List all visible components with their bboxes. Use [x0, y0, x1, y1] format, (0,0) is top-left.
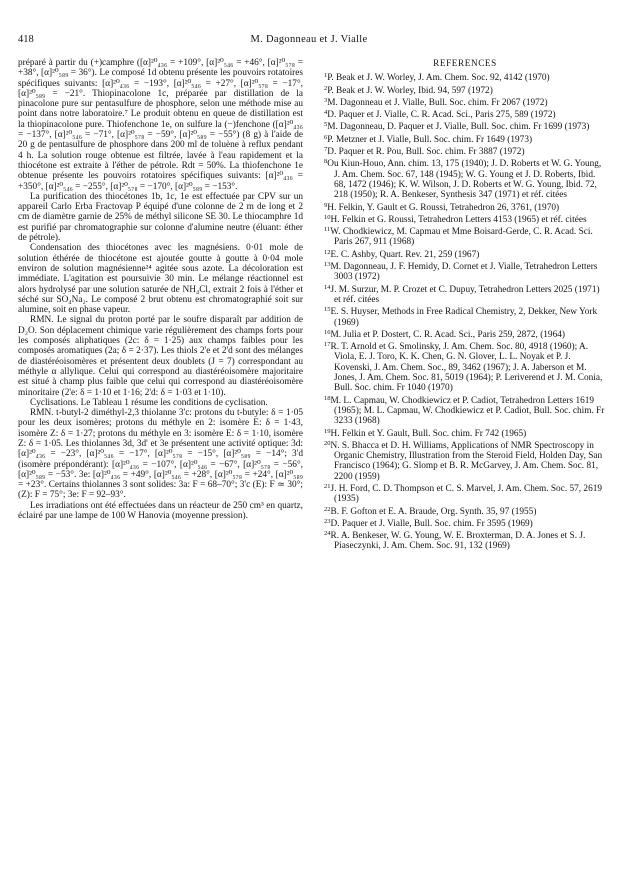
- reference-number: 18: [324, 394, 331, 402]
- reference-number: 17: [324, 341, 331, 349]
- reference-number: 22: [324, 505, 331, 513]
- reference-text: M. Julia et P. Dostert, C. R. Acad. Sci., Paris 259, 2872, (1964): [330, 329, 565, 340]
- experimental-paragraph-5: Cyclisations. Le Tableau 1 résume les conditions de cyclisation.: [30, 397, 268, 408]
- experimental-paragraph-4: RMN. Le signal du proton porté par le soufre disparaît par addition de D₂O. Son déplacement chimique varie régulièrement des champs forts pour les composés aliphatiques (2c: δ = 1·25) aux champs faibles pour les composés aromatiques (2a; δ = 2·37). Les thiols 2'e et 2'd sont des mélanges de diastéréoisomères et présentent deux doublets (J = 7) correspondant au méthyle α allylique. Celui qui correspond au diastéréoisomère majoritaire est situé à champ plus faible que celui qui correspond au diastéréoisomère minoritaire (2'e: δ = 1·10 et 1·16; 2'd: δ = 1·03 et 1·10).: [18, 315, 303, 398]
- reference-text: H. Felkin et G. Roussi, Tetrahedron Letters 4153 (1965) et réf. citées: [330, 214, 587, 225]
- reference-text: J. M. Surzur, M. P. Crozet et C. Dupuy, Tetrahedron Letters 2025 (1971) et réf. citées: [330, 284, 600, 305]
- reference-text: P. Beak et J. W. Worley, Ibid. 94, 597 (1972): [327, 85, 493, 96]
- reference-text: R. T. Arnold et G. Smolinsky, J. Am. Chem. Soc. 80, 4918 (1960); A. Viola, E. J. Toro, K. K. Chen, G. N. Glover, L. L. Noyak et P. J. Kovenski, J. Am. Chem. Soc., 89, 3462 (1967); J. A. Jaberson et M. Jones, J. Am. Chem. Soc. 81, 5019 (1964); P. Leriverend et J. M. Conia, Bull. Soc. chim. Fr 1040 (1970): [330, 342, 603, 394]
- reference-number: 8: [324, 158, 328, 166]
- reference-item: [324, 283, 606, 306]
- reference-item: [324, 439, 606, 482]
- references-column: [324, 58, 606, 552]
- page-number: 418: [18, 34, 34, 45]
- experimental-paragraph-1: préparé à partir du (+)camphre ([α]²⁰₄₃₆ = +109°, [α]²⁰₅₄₆ = +46°, [α]²⁰₅₇₈ = +38°, [α]²⁰₅₈₉ = 36°). Le composé 1d obtenu présente les pouvoirs rotatoires spécifiques suivants: [α]²⁰₄₃₆ = −193°, [α]²⁰₅₄₆ = +27°, [α]²⁰₅₇₈ = −17°, [α]²⁰₅₈₉ = −21°. Thiopinacolone 1c, préparée par distillation de la pinacolone pure sur pentasulfure de phosphore, selon une méthode mise au point dans notre laboratoire.⁷ Le produit obtenu en queue de distillation est la thiopinacolone pure. Thiofenchone 1e, on sulfure la (−)fenchone ([α]²⁰₄₃₆ = −137°, [α]²⁰₅₄₆ = −71°, [α]²⁰₅₇₈ = −59°, [α]²⁰₅₈₉ = −55°) (8 g) à l'aide de 20 g de pentasulfure de phosphore dans 200 ml de toluène à reflux pendant 4 h. La solution rouge obtenue est filtrée, lavée à l'eau rapidement et la thiocétone est extraite à l'éther de pétrole. Rdt = 50%. La thiofenchone 1e obtenue présente les pouvoirs rotatoires spécifiques suivants: [α]²⁰₄₃₆ = +350°, [α]²⁰₅₄₆ = −255°, [α]²⁰₅₇₈ = −170°, [α]²⁰₅₈₉ = −153°.: [18, 58, 303, 192]
- reference-number: 23: [324, 517, 331, 525]
- reference-number: 7: [324, 146, 328, 154]
- reference-item: [324, 260, 606, 283]
- reference-number: 9: [324, 201, 328, 209]
- reference-text: J. H. Ford, C. D. Thompson et C. S. Marvel, J. Am. Chem. Soc. 57, 2619 (1935): [330, 483, 603, 505]
- left-column: [18, 58, 303, 521]
- reference-number: 13: [324, 261, 331, 269]
- reference-text: B. F. Gofton et E. A. Braude, Org. Synth. 35, 97 (1955): [330, 506, 537, 517]
- reference-number: 2: [324, 84, 328, 92]
- reference-item: [324, 529, 606, 552]
- reference-text: D. Paquer et J. Vialle, Bull. Soc. chim. Fr 3595 (1969): [330, 518, 533, 529]
- reference-number: 14: [324, 283, 331, 291]
- reference-number: 16: [324, 328, 331, 336]
- reference-text: Ou Kiun-Houo, Ann. chim. 13, 175 (1940); J. D. Roberts et W. G. Young, J. Am. Chem. Soc. 67, 148 (1945); W. G. Young et J. D. Roberts, Ibid. 68, 1472 (1946); K. W. Wilson, J. D. Roberts et W. G. Young, Ibid. 72, 218 (1950); R. A. Benkeser, Synthesis 347 (1971) et réf. citées: [327, 159, 602, 201]
- reference-text: W. Chodkiewicz, M. Capmau et Mme Boisard-Gerde, C. R. Acad. Sci. Paris 267, 911 (1968): [330, 227, 593, 248]
- reference-text: N. S. Bhacca et D. H. Williams, Applications of NMR Spectroscopy in Organic Chemistry, Illustration from the Steroid Field, Holden Day, San Francisco (1964); G. Slomp et B. R. McGarvey, J. Am. Chem. Soc. 81, 2200 (1959): [330, 440, 603, 482]
- reference-text: M. Dagonneau, D. Paquer et J. Vialle, Bull. Soc. chim. Fr 1699 (1973): [327, 122, 590, 133]
- reference-text: D. Paquer et J. Vialle, C. R. Acad. Sci., Paris 275, 589 (1972): [327, 110, 556, 121]
- reference-number: 5: [324, 121, 328, 129]
- reference-item: [324, 133, 606, 145]
- reference-text: P. Beak et J. W. Worley, J. Am. Chem. Soc. 92, 4142 (1970): [327, 73, 550, 84]
- reference-number: 19: [324, 427, 331, 435]
- reference-item: [324, 108, 606, 120]
- reference-number: 11: [324, 226, 331, 234]
- reference-text: E. C. Ashby, Quart. Rev. 21, 259 (1967): [330, 249, 480, 260]
- reference-item: [324, 96, 606, 108]
- reference-item: [324, 328, 606, 340]
- experimental-paragraph-3: Condensation des thiocétones avec les magnésiens. 0·01 mole de solution éthérée de thiocétone est ajoutée goutte à goutte à 0·04 mole environ de solution magnésienne²⁴ agitée sous azote. La décoloration est immédiate. L'agitation est poursuivie 30 min. Le mélange réactionnel est alors hydrolysé par une solution saturée de NH₄Cl, extrait 2 fois à l'éther et séché sur SO₄Na₂. Le composé 2 brut obtenu est chromatographié soit sur alumine, soit en phase vapeur.: [18, 243, 303, 316]
- reference-number: 10: [324, 213, 331, 221]
- reference-number: 24: [324, 530, 331, 538]
- reference-item: [324, 201, 606, 213]
- reference-item: [324, 225, 606, 248]
- reference-text: M. Dagonneau, J. F. Hemidy, D. Cornet et J. Vialle, Tetrahedron Letters 3003 (1972): [330, 262, 598, 283]
- reference-item: [324, 145, 606, 157]
- experimental-paragraph-2: La purification des thiocétones 1b, 1c, 1e est effectuée par CPV sur un appareil Carlo Erba Fractovap P équipé d'une colonne de 2 m de long et 2 cm de diamètre garnie de 25% de méthyl silicone SE 30. Le thiocamphre 1d est purifié par chromatographie sur colonne d'alumine neutre (éluant: éther de pétrole).: [18, 191, 303, 244]
- reference-number: 12: [324, 248, 331, 256]
- reference-item: [324, 427, 606, 439]
- reference-text: E. S. Huyser, Methods in Free Radical Chemistry, 2, Dekker, New York (1969): [330, 307, 598, 328]
- reference-text: M. Dagonneau et J. Vialle, Bull. Soc. chim. Fr 2067 (1972): [327, 97, 548, 108]
- reference-item: [324, 71, 606, 83]
- reference-number: 4: [324, 109, 328, 117]
- reference-item: [324, 248, 606, 260]
- reference-number: 21: [324, 482, 331, 490]
- reference-number: 1: [324, 72, 328, 80]
- reference-item: [324, 213, 606, 225]
- reference-text: H. Felkin, Y. Gault et G. Roussi, Tetrahedron 26, 3761, (1970): [327, 202, 560, 213]
- running-header: [18, 34, 600, 48]
- reference-item: [324, 157, 606, 200]
- reference-item: [324, 305, 606, 328]
- reference-text: M. L. Capmau, W. Chodkiewicz et P. Cadiot, Tetrahedron Letters 1619 (1965); M. L. Capmau, W. Chodkiewicz et P. Cadiot, Bull. Soc. chim. Fr 3233 (1968): [330, 395, 605, 427]
- reference-item: [324, 482, 606, 505]
- reference-text: H. Felkin et Y. Gault, Bull. Soc. chim. Fr 742 (1965): [330, 428, 527, 439]
- reference-number: 15: [324, 306, 331, 314]
- reference-item: [324, 505, 606, 517]
- running-title: M. Dagonneau et J. Vialle: [250, 34, 368, 45]
- reference-item: [324, 394, 606, 427]
- references-heading: REFERENCES: [433, 58, 497, 68]
- reference-item: [324, 517, 606, 529]
- reference-item: [324, 120, 606, 132]
- reference-number: 20: [324, 439, 331, 447]
- reference-text: R. A. Benkeser, W. G. Young, W. E. Broxterman, D. A. Jones et S. J. Piaseczynki, J. Am. Chem. Soc. 91, 132 (1969): [330, 531, 586, 552]
- experimental-paragraph-6: RMN. t-butyl-2 diméthyl-2,3 thiolanne 3'c: protons du t-butyle: δ = 1·05 pour les deux isomères; protons du méthyle en 2: isomère E: δ = 1·43, isomère Z: δ = 1·27; protons du méthyle en 3: isomère E: δ = 1·10, isomère Z: δ = 1·05. Les thiolannes 3d, 3d' et 3e présentent une activité optique: 3d: [α]²⁰₄₃₆ = −23°, [α]²⁰₅₄₆ = −17°, [α]²⁰₅₇₈ = −15°, [α]²⁰₅₈₉ = −14°; 3'd (isomère prépondérant): [α]²⁰₄₃₆ = −107°, [α]²⁰₅₄₆ = −67°, [α]²⁰₅₇₈ = −56°, [α]²⁰₅₈₉ = −53°. 3e: [α]²⁰₄₃₆ = +49°, [α]²⁰₅₄₆ = +28°, [α]²⁰₅₇₈ = +24°, [α]²⁰₅₈₉ = +23°. Certains thiolannes 3 sont solides: 3a: F = 68–70°; 3'c (E): F ≃ 30°; (Z): F = 75°; 3e: F = 92–93°.: [18, 408, 303, 501]
- reference-list: [324, 71, 606, 551]
- experimental-paragraph-7: Les irradiations ont été effectuées dans un réacteur de 250 cm³ en quartz, éclairé par une lampe de 100 W Hanovia (moyenne pression).: [18, 500, 303, 522]
- reference-number: 6: [324, 133, 328, 141]
- reference-item: [324, 340, 606, 393]
- reference-item: [324, 84, 606, 96]
- reference-number: 3: [324, 96, 328, 104]
- reference-text: P. Metzner et J. Vialle, Bull. Soc. chim. Fr 1649 (1973): [327, 134, 533, 145]
- reference-text: D. Paquer et R. Pou, Bull. Soc. chim. Fr 3887 (1972): [327, 147, 525, 158]
